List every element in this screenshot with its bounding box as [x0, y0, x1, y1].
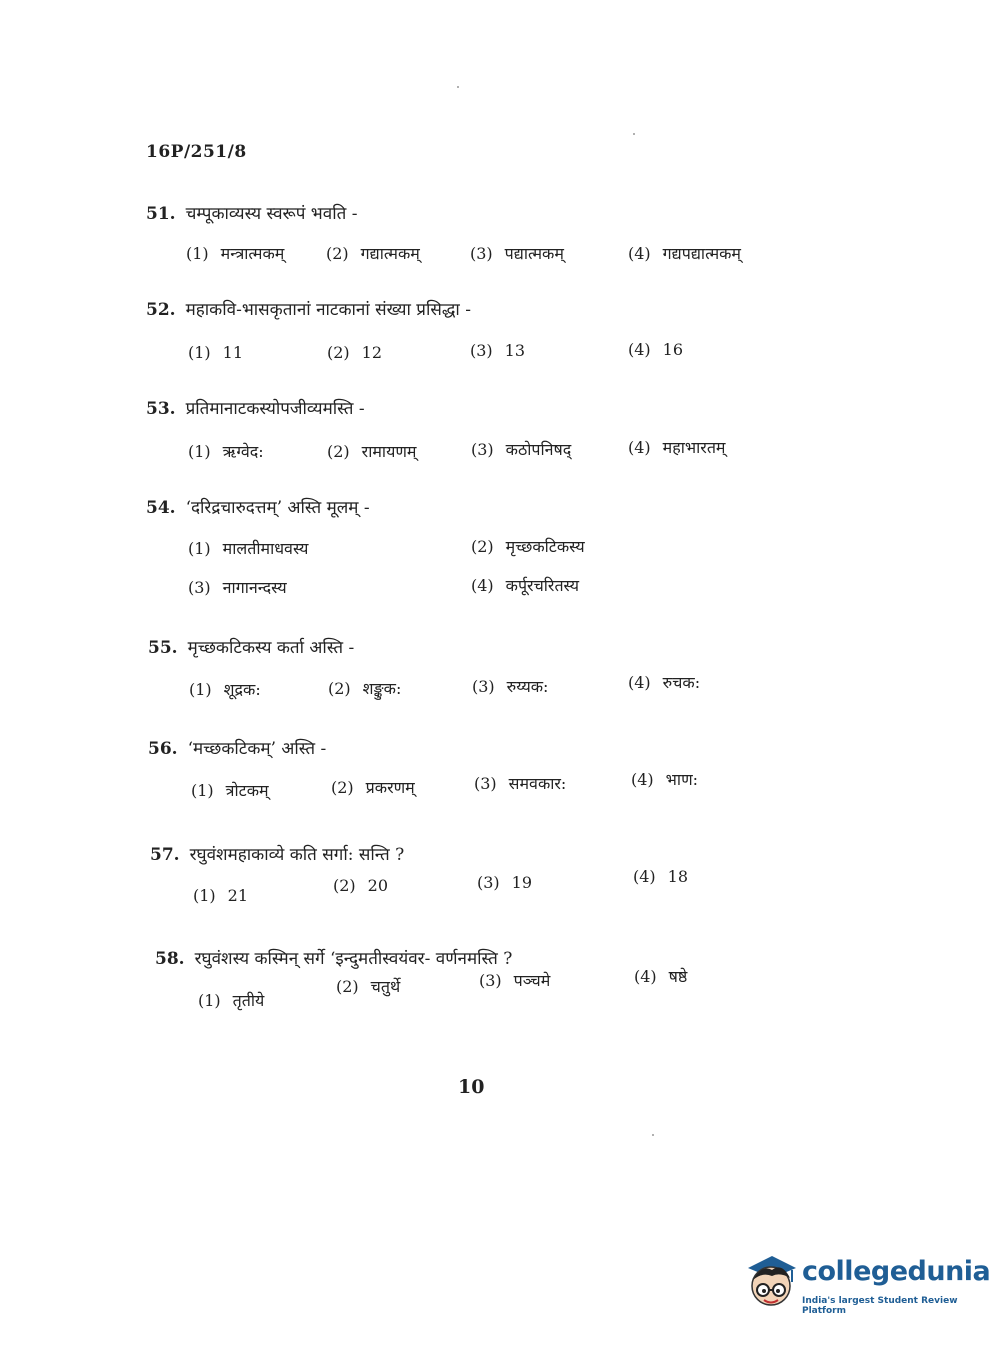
option-56-4: (4) भाण: — [631, 770, 699, 789]
question-52 — [146, 299, 471, 321]
scan-speck — [633, 133, 635, 135]
option-58-4: (4) षष्ठे — [634, 967, 688, 986]
question-text: मृच्छकटिकस्य कर्ता अस्ति - — [187, 638, 355, 658]
question-57 — [150, 844, 404, 866]
option-53-2: (2) रामायणम् — [327, 442, 417, 461]
option-54-1: (1) मालतीमाधवस्य — [188, 539, 309, 558]
option-56-2: (2) प्रकरणम् — [331, 778, 415, 797]
option-57-3: (3) 19 — [477, 873, 533, 892]
question-number: 58. — [155, 949, 185, 969]
question-number: 52. — [146, 300, 176, 320]
scan-speck — [457, 86, 459, 88]
question-number: 56. — [148, 739, 178, 759]
option-56-3: (3) समवकार: — [474, 774, 567, 793]
option-54-4: (4) कर्पूरचरितस्य — [471, 576, 580, 595]
question-51 — [146, 203, 357, 225]
option-58-3: (3) पञ्चमे — [479, 971, 551, 990]
option-51-4: (4) गद्यपद्यात्मकम् — [628, 244, 741, 263]
question-text: प्रतिमानाटकस्योपजीव्यमस्ति - — [185, 399, 365, 419]
question-text: ‘दरिद्रचारुदत्तम्’ अस्ति मूलम् - — [185, 498, 370, 518]
question-number: 55. — [148, 638, 178, 658]
brand-tagline: India's largest Student Review Platform — [802, 1296, 958, 1316]
question-number: 51. — [146, 204, 176, 224]
question-54 — [146, 497, 370, 519]
question-53 — [146, 398, 365, 420]
option-55-2: (2) शङ्कुक: — [328, 679, 402, 698]
paper-code: 16P/251/8 — [146, 142, 247, 162]
option-52-1: (1) 11 — [188, 343, 244, 362]
question-number: 53. — [146, 399, 176, 419]
question-56 — [148, 738, 326, 760]
collegedunia-watermark[interactable] — [742, 1250, 991, 1320]
option-57-1: (1) 21 — [193, 886, 249, 905]
option-52-4: (4) 16 — [628, 340, 684, 359]
option-52-3: (3) 13 — [470, 341, 526, 360]
option-53-1: (1) ऋग्वेद: — [188, 442, 264, 461]
mascot-logo-icon — [742, 1250, 800, 1316]
option-51-1: (1) मन्त्रात्मकम् — [186, 244, 285, 263]
option-53-4: (4) महाभारतम् — [628, 438, 726, 457]
question-58 — [155, 948, 512, 970]
scan-speck — [652, 1134, 654, 1136]
question-55 — [148, 637, 354, 659]
question-number: 57. — [150, 845, 180, 865]
option-58-1: (1) तृतीये — [198, 991, 265, 1010]
question-text: ‘मच्छकटिकम्’ अस्ति - — [187, 739, 327, 759]
option-53-3: (3) कठोपनिषद् — [471, 440, 572, 459]
option-56-1: (1) त्रोटकम् — [191, 781, 269, 800]
option-54-3: (3) नागानन्दस्य — [188, 578, 287, 597]
page-number: 10 — [458, 1076, 485, 1098]
question-text: रघुवंशस्य कस्मिन् सर्गे ‘इन्दुमतीस्वयंवर- वर्णनमस्ति ? — [194, 949, 513, 969]
option-51-3: (3) पद्यात्मकम् — [470, 244, 564, 263]
brand-name: collegedunia — [802, 1256, 991, 1287]
option-51-2: (2) गद्यात्मकम् — [326, 244, 420, 263]
option-57-4: (4) 18 — [633, 867, 689, 886]
option-55-4: (4) रुचक: — [628, 673, 701, 692]
question-text: महाकवि-भासकृतानां नाटकानां संख्या प्रसिद्धा - — [185, 300, 471, 320]
question-number: 54. — [146, 498, 176, 518]
option-55-1: (1) शूद्रक: — [189, 680, 261, 699]
option-55-3: (3) रुय्यक: — [472, 677, 549, 696]
question-text: चम्पूकाव्यस्य स्वरूपं भवति - — [185, 204, 358, 224]
option-58-2: (2) चतुर्थे — [336, 977, 401, 996]
option-54-2: (2) मृच्छकटिकस्य — [471, 537, 585, 556]
option-52-2: (2) 12 — [327, 343, 383, 362]
question-text: रघुवंशमहाकाव्ये कति सर्गा: सन्ति ? — [189, 845, 405, 865]
option-57-2: (2) 20 — [333, 876, 389, 895]
